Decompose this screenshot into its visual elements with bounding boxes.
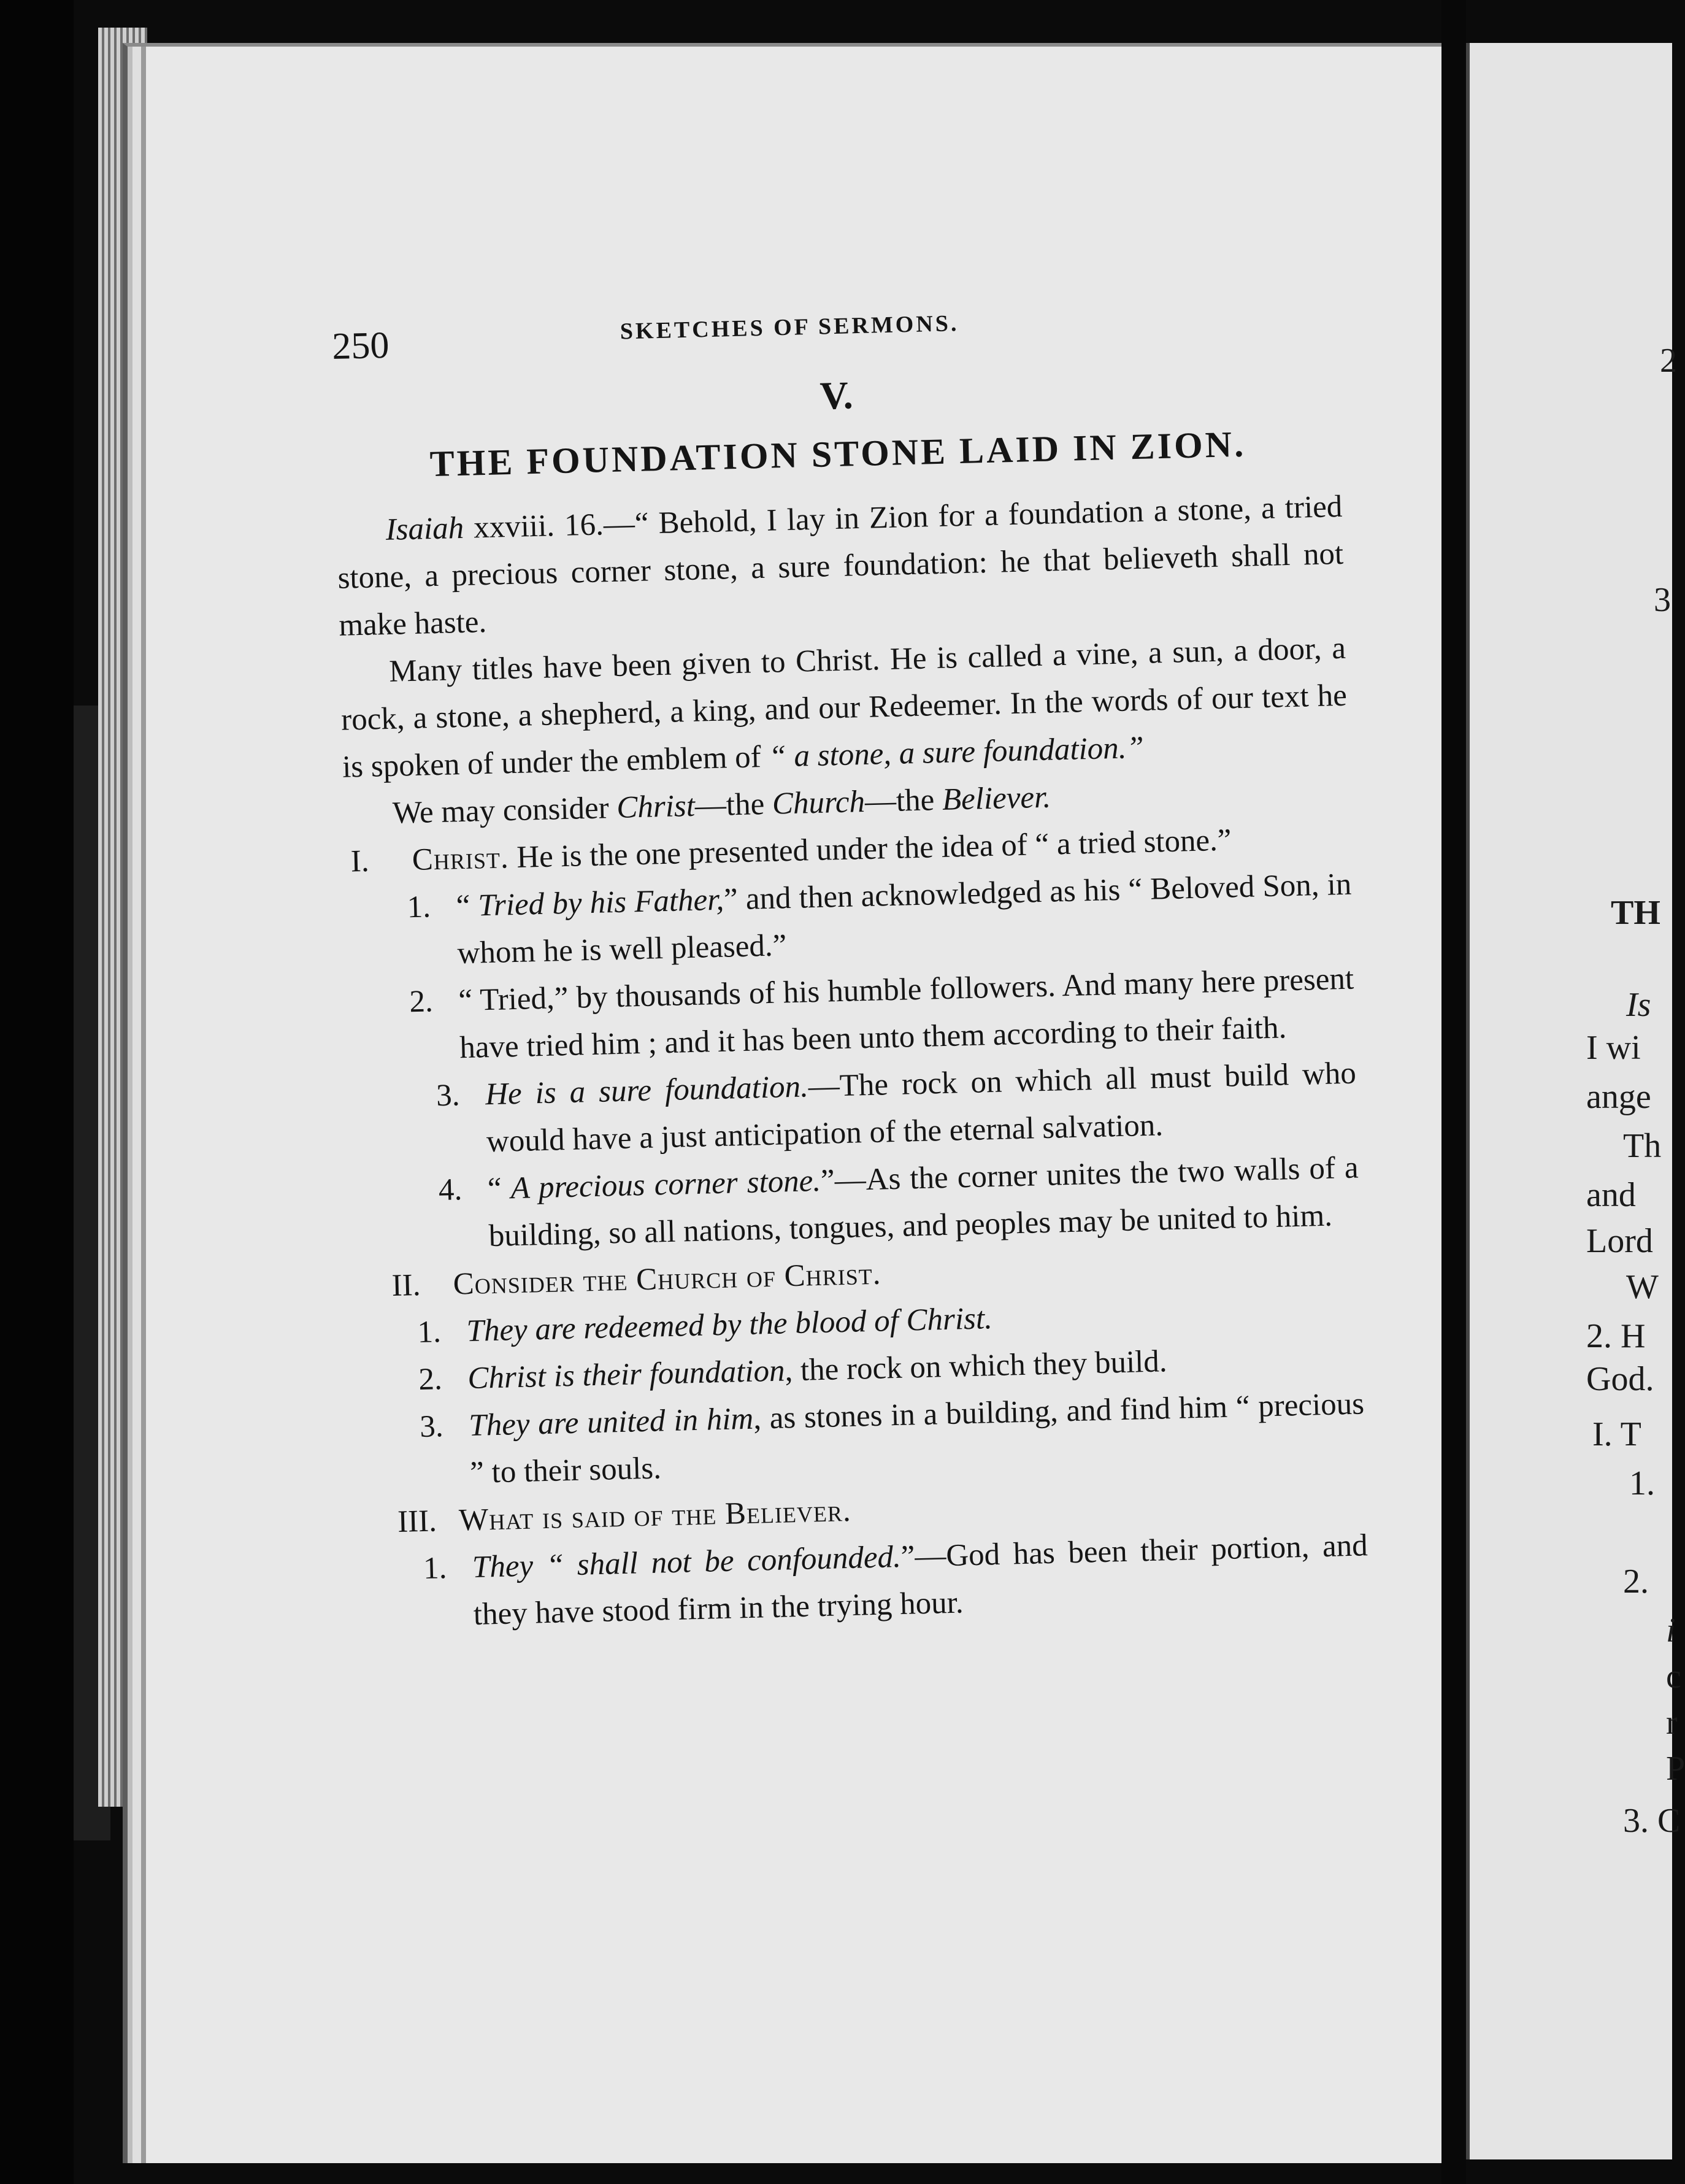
point-number: 3. [436,1078,461,1113]
facing-fragment: 3. C [1623,1802,1681,1840]
point-italic: A precious corner stone. [510,1163,821,1206]
point-italic: Tried by his Father, [477,882,724,923]
point-number: 1. [407,890,431,925]
divisions-text: We may consider [392,790,618,831]
point-italic: They are redeemed by the blood of Christ. [466,1301,993,1349]
intro-paragraph [339,625,1348,791]
facing-fragment: 1. [1629,1464,1655,1502]
point-text: ”—As the corner unites the two walls of a building, so all nations, tongues, and peoples may be united to him. [488,1150,1359,1254]
point-text: “ Tried,” by thousands of his humble followers. And many here present have tried him ; and it has been unto them according to their faith. [458,961,1354,1066]
facing-fragment: and [1586,1176,1636,1214]
division-church: Church [772,784,866,821]
facing-fragment: God. [1586,1360,1654,1398]
division-believer: Believer. [942,780,1051,817]
point-number: 2. [409,984,434,1020]
point-italic: He is a sure foundation. [485,1069,809,1112]
facing-fragment: 3 [1654,581,1671,619]
facing-fragment: I. T [1592,1415,1641,1453]
point-text: , the rock on which they build. [784,1344,1168,1388]
intro-main: Many titles have been given to Christ. He is called a vine, a sun, a door, a rock, a stone, a shepherd, a king, and our Redeemer. In the words of our text he is spoken of under the emblem of [340,631,1348,785]
intro-emblem: “ a stone, a sure foundation.” [768,730,1145,774]
head-label: Christ. [412,840,510,878]
point-number: 4. [438,1172,463,1208]
head-label: Consider the Church of Christ. [453,1256,882,1302]
facing-fragment: i [1666,1612,1676,1650]
facing-fragment: I wi [1586,1029,1641,1067]
book-gutter [1441,0,1466,2184]
head-numeral: II. [391,1267,421,1304]
facing-fragment: 2. [1623,1563,1649,1601]
divisions-text: —the [864,782,943,819]
page-number: 250 [331,324,390,367]
point-number: 3. [419,1409,444,1445]
point-number: 1. [423,1551,447,1586]
point-pre: “ [456,888,479,924]
scripture-quote: —“ Behold, I lay in Zion for a foundation a stone, a tried stone, a precious corner stone, a sure foundation: he that believeth shall not make haste. [337,489,1344,643]
divisions-text: —the [694,786,773,823]
head-numeral: III. [397,1504,437,1539]
head-text: He is the one presented under the idea of “ a tried stone.” [508,823,1232,875]
division-christ: Christ [616,788,696,825]
facing-fragment: 2. H [1586,1317,1646,1355]
facing-fragment: r [1666,1704,1678,1742]
sermon-title: THE FOUNDATION STONE LAID IN ZION. [429,423,1246,485]
facing-fragment: W [1626,1268,1659,1306]
point-text: , as stones in a building, and find him “ precious ” to their souls. [469,1386,1365,1491]
facing-fragment: 2 [1660,342,1677,380]
facing-fragment: P [1666,1750,1685,1788]
book-spine [0,0,74,2184]
point-italic: Christ is their foundation [467,1353,786,1396]
scripture-reference: xxviii. 16. [473,507,604,545]
facing-fragment: Is [1626,986,1651,1024]
scripture-text [336,483,1345,650]
running-title: SKETCHES OF SERMONS. [620,310,959,345]
head-label: What is said of the Believer. [458,1493,852,1538]
page-text [331,288,1369,1641]
point-pre: “ [487,1171,512,1207]
point-text: ”—God has been their portion, and they have stood firm in the trying hour. [473,1528,1368,1632]
head-numeral: I. [350,844,370,879]
facing-fragment: Th [1623,1127,1662,1165]
facing-fragment: Lord [1586,1222,1653,1260]
scripture-book: Isaiah [385,510,464,547]
point-text: ” and then acknowledged as his “ Beloved Son, in whom he is well pleased.” [456,867,1352,971]
facing-fragment: ange [1586,1078,1651,1116]
facing-fragment: c [1666,1658,1681,1696]
facing-page [1466,43,1685,2159]
point-text: —The rock on which all must build who would have a just anticipation of the eternal salvation. [486,1056,1357,1159]
facing-fragment: TH [1611,894,1660,932]
sermon-numeral: V. [819,373,854,418]
point-number: 1. [416,1315,442,1350]
point-italic: They “ shall not be confounded. [472,1539,902,1585]
point-number: 2. [418,1362,443,1398]
point-italic: They are united in him [468,1401,754,1444]
